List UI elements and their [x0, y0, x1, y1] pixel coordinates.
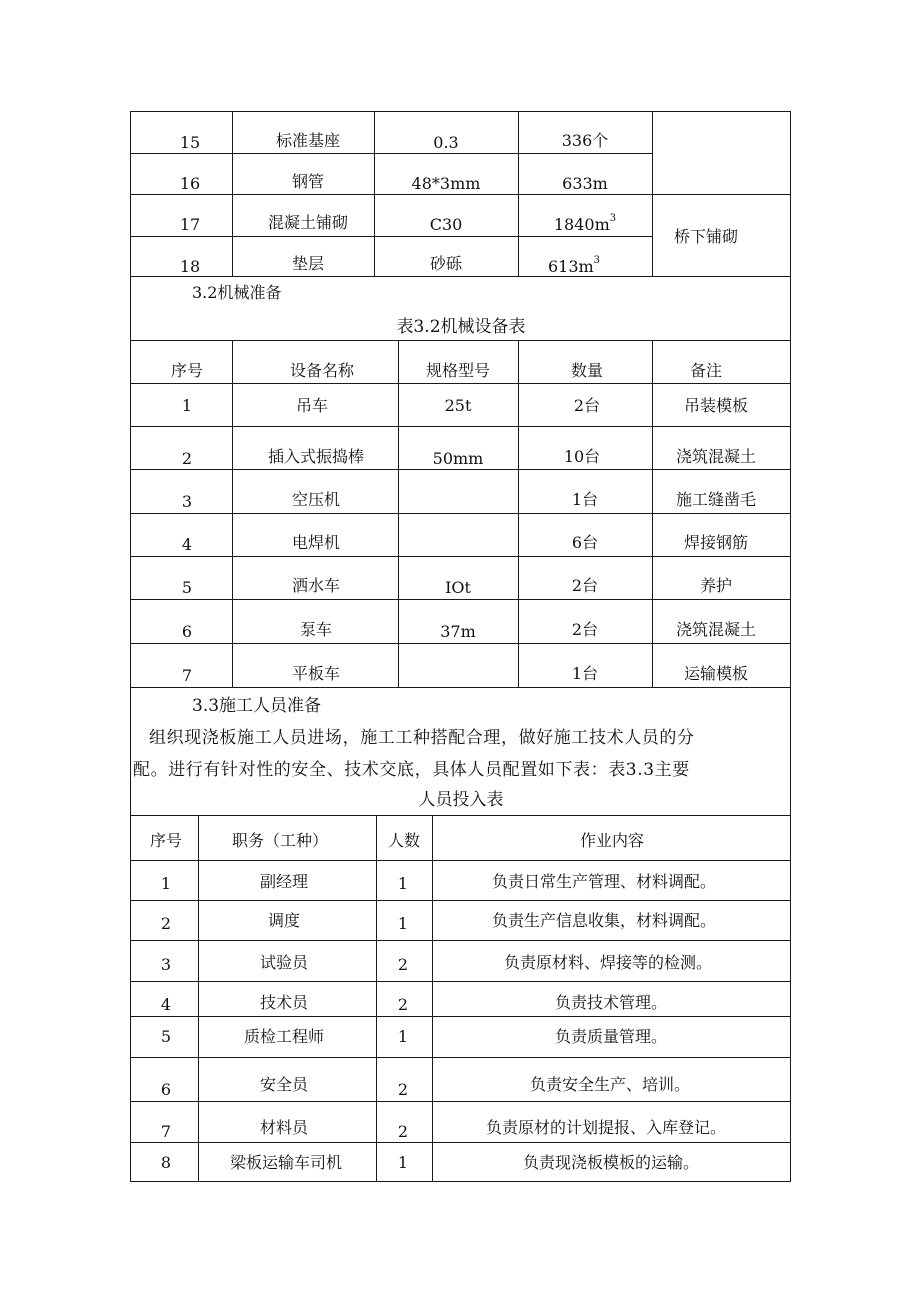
table-border-top	[130, 111, 791, 112]
section-heading-3-2: 3.2机械准备	[192, 283, 282, 302]
header-no: 序号	[149, 831, 183, 850]
cell-task: 负责日常生产管理、材料调配。	[491, 872, 717, 891]
cell-role: 技术员	[259, 993, 309, 1012]
cell-spec: 25t	[444, 396, 472, 415]
grid-line	[130, 513, 791, 514]
cell-note: 运输模板	[683, 664, 749, 683]
grid-line	[130, 236, 652, 237]
cell-spec: 48*3mm	[411, 174, 481, 193]
header-no: 序号	[170, 361, 204, 380]
grid-line	[130, 599, 791, 600]
cell-no: 15	[179, 133, 201, 152]
grid-line	[130, 276, 791, 277]
cell-no: 3	[181, 492, 193, 511]
table-title-3-3: 人员投入表	[418, 790, 504, 810]
grid-line	[130, 1016, 791, 1017]
table-border-bottom	[130, 1181, 791, 1182]
cell-note: 浇筑混凝土	[675, 620, 757, 639]
cell-qty: 10台	[563, 447, 601, 466]
grid-line	[232, 340, 233, 687]
cell-task: 负责技术管理。	[554, 993, 668, 1012]
cell-no: 17	[179, 215, 201, 234]
cell-no: 16	[179, 174, 201, 193]
cell-name: 洒水车	[291, 576, 341, 595]
cell-note: 浇筑混凝土	[675, 447, 757, 466]
grid-line	[130, 1101, 791, 1102]
cell-qty: $613m^3$	[547, 255, 601, 276]
cell-task: 负责现浇板模板的运输。	[522, 1153, 700, 1172]
header-name: 设备名称	[289, 361, 355, 380]
cell-no: 4	[160, 995, 172, 1014]
cell-spec: IOt	[445, 578, 471, 597]
header-task: 作业内容	[579, 831, 645, 850]
grid-line	[130, 815, 791, 816]
grid-line	[130, 643, 791, 644]
table-title-3-2: 表3.2机械设备表	[396, 317, 526, 337]
cell-role: 调度	[267, 911, 301, 930]
header-spec: 规格型号	[425, 361, 491, 380]
grid-line	[518, 340, 519, 687]
cell-count: 1	[397, 1027, 409, 1046]
table-border-left	[130, 111, 131, 1182]
cell-role: 材料员	[259, 1118, 309, 1137]
cell-count: 2	[397, 955, 409, 974]
cell-task: 负责原材的计划提报、入库登记。	[485, 1118, 727, 1137]
cell-role: 安全员	[259, 1075, 309, 1094]
paragraph-line: 组织现浇板施工人员进场，施工工种搭配合理，做好施工技术人员的分	[149, 728, 695, 748]
cell-name: 标准基座	[275, 131, 341, 150]
cell-count: 1	[397, 914, 409, 933]
cell-role: 试验员	[259, 953, 309, 972]
cell-no: 6	[181, 622, 193, 641]
grid-line	[130, 981, 791, 982]
cell-spec: 砂砾	[429, 254, 463, 273]
cell-count: 2	[397, 1122, 409, 1141]
grid-line	[130, 340, 791, 341]
grid-line	[652, 111, 653, 277]
cell-qty: 633m	[562, 174, 608, 193]
header-count: 人数	[387, 831, 421, 850]
cell-note: 焊接钢筋	[683, 533, 749, 552]
grid-line	[398, 340, 399, 687]
grid-line	[130, 687, 791, 688]
cell-role: 梁板运输车司机	[229, 1153, 343, 1172]
grid-line	[652, 340, 653, 687]
cell-spec: 37m	[440, 622, 476, 641]
cell-no: 8	[160, 1153, 172, 1172]
grid-line	[130, 153, 652, 154]
cell-remark: 桥下铺砌	[673, 227, 739, 246]
cell-name: 钢管	[291, 172, 325, 191]
cell-name: 电焊机	[291, 533, 341, 552]
cell-qty: $1840m^3$	[553, 213, 617, 234]
cell-no: 2	[181, 449, 193, 468]
cell-name: 吊车	[295, 396, 329, 415]
grid-line	[130, 900, 791, 901]
table-border-right	[790, 111, 791, 1182]
cell-role: 副经理	[259, 872, 309, 891]
cell-no: 7	[160, 1122, 172, 1141]
cell-count: 2	[397, 995, 409, 1014]
grid-line	[130, 383, 791, 384]
cell-no: 6	[160, 1080, 172, 1099]
cell-spec: C30	[429, 215, 463, 234]
grid-line	[130, 860, 791, 861]
header-note: 备注	[689, 361, 723, 380]
cell-qty: 6台	[571, 533, 599, 552]
cell-no: 3	[160, 955, 172, 974]
cell-task: 负责安全生产、培训。	[529, 1075, 691, 1094]
cell-qty: 1台	[571, 490, 599, 509]
grid-line	[130, 556, 791, 557]
cell-no: 1	[160, 874, 172, 893]
grid-line	[130, 469, 791, 470]
header-role: 职务（工种）	[231, 831, 329, 850]
cell-task: 负责原材料、焊接等的检测。	[503, 953, 713, 972]
cell-note: 施工缝凿毛	[675, 490, 757, 509]
cell-no: 5	[160, 1027, 172, 1046]
grid-line	[130, 194, 791, 195]
cell-task: 负责生产信息收集，材料调配。	[491, 911, 717, 930]
cell-name: 插入式振捣棒	[267, 447, 365, 466]
grid-line	[198, 815, 199, 1181]
cell-no: 4	[181, 535, 193, 554]
cell-spec: 50mm	[432, 449, 484, 468]
grid-line	[376, 815, 377, 1181]
cell-qty: 336个	[561, 131, 609, 150]
cell-qty: 2台	[571, 576, 599, 595]
cell-no: 1	[181, 396, 193, 415]
cell-spec: 0.3	[433, 133, 459, 152]
cell-no: 18	[179, 257, 201, 276]
cell-qty: 2台	[571, 620, 599, 639]
cell-qty: 1台	[571, 664, 599, 683]
grid-line	[374, 111, 375, 277]
cell-role: 质检工程师	[243, 1027, 325, 1046]
grid-line	[432, 815, 433, 1181]
header-qty: 数量	[570, 361, 604, 380]
grid-line	[130, 426, 791, 427]
cell-count: 1	[397, 874, 409, 893]
cell-name: 混凝土铺砌	[267, 213, 349, 232]
cell-task: 负责质量管理。	[554, 1027, 668, 1046]
grid-line	[518, 111, 519, 277]
section-heading-3-3: 3.3施工人员准备	[192, 696, 322, 716]
cell-name: 平板车	[291, 664, 341, 683]
cell-count: 2	[397, 1080, 409, 1099]
cell-count: 1	[397, 1153, 409, 1172]
cell-qty: 2台	[573, 396, 601, 415]
cell-no: 2	[160, 914, 172, 933]
cell-name: 泵车	[299, 620, 333, 639]
cell-name: 空压机	[291, 490, 341, 509]
grid-line	[232, 111, 233, 277]
cell-note: 养护	[699, 576, 733, 595]
grid-line	[130, 1057, 791, 1058]
cell-name: 垫层	[291, 254, 325, 273]
cell-note: 吊装模板	[683, 396, 749, 415]
cell-no: 7	[181, 666, 193, 685]
paragraph-line: 配。进行有针对性的安全、技术交底，具体人员配置如下表：表3.3主要	[133, 760, 690, 780]
grid-line	[130, 1142, 791, 1143]
grid-line	[130, 940, 791, 941]
cell-no: 5	[181, 578, 193, 597]
